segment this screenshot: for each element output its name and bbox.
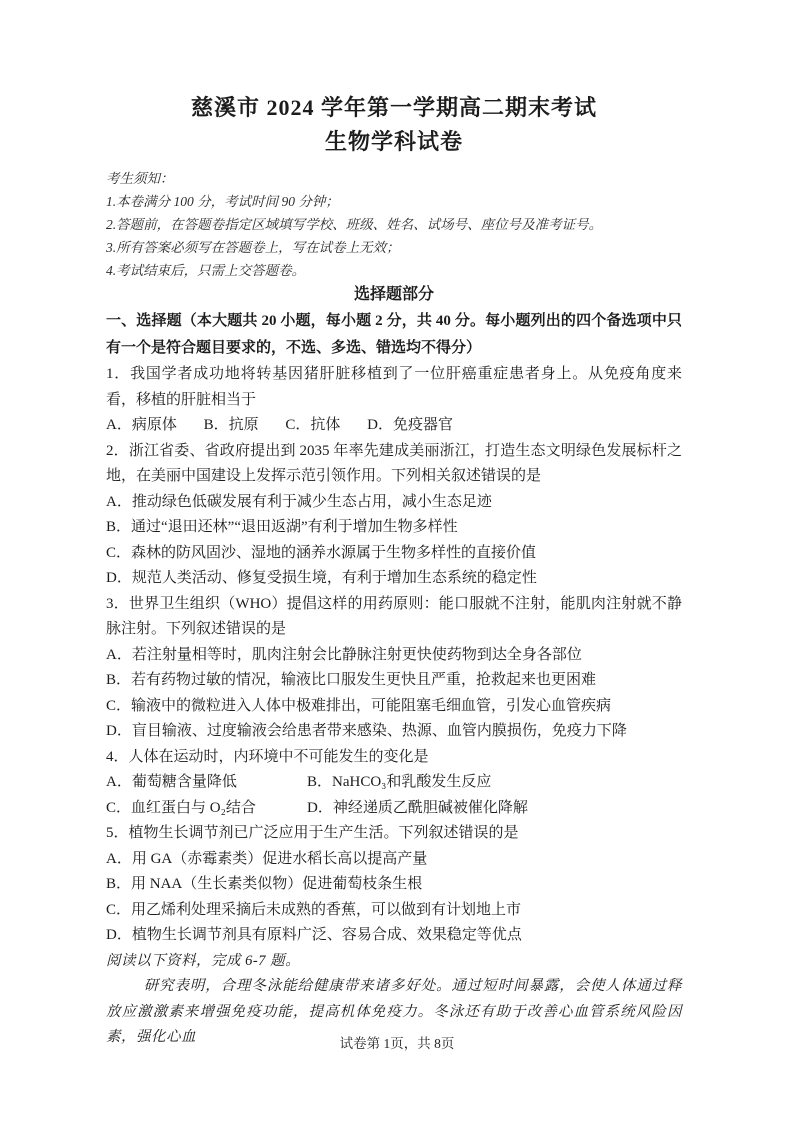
- question-2-option-b: B．通过“退田还林”“退田返湖”有利于增加生物多样性: [106, 519, 458, 535]
- exam-title-line2: 生物学科试卷: [324, 129, 463, 154]
- question-3-option-a: A．若注射量相等时，肌肉注射会比静脉注射更快使药物到达全身各部位: [106, 646, 582, 663]
- question-5-option-a: A．用 GA（赤霉素类）促进水稻长高以提高产量: [106, 850, 428, 867]
- question-5: [106, 821, 682, 949]
- question-3-option-c: C．输液中的微粒进入人体中极难排出，可能阻塞毛细血管，引发心血管疾病: [106, 697, 612, 714]
- question-4-options: [106, 770, 682, 821]
- question-2-option-c: C．森林的防风固沙、湿地的涵养水源属于生物多样性的直接价值: [106, 544, 537, 561]
- exam-title-line1: 慈溪市 2024 学年第一学期高二期末考试: [190, 95, 597, 120]
- question-4-option-d: D．神经递质乙酰胆碱被催化降解: [307, 799, 528, 816]
- question-2-option-a: A．推动绿色低碳发展有利于减少生态占用，减小生态足迹: [106, 493, 492, 510]
- question-3-option-b: B．若有药物过敏的情况，输液比口服发生更快且严重，抢救起来也更困难: [106, 672, 597, 688]
- question-1-option-c: C．抗体: [285, 417, 341, 433]
- notice-item-3: 3.所有答案必须写在答题卷上，写在试卷上无效；: [106, 240, 400, 255]
- reading-passage: 研究表明，合理冬泳能给健康带来诸多好处。通过短时间暴露，会使人体通过释放应激激素来增强免疫功能，提高机体免疫力。冬泳还有助于改善心血管系统风险因素，强化心血: [106, 978, 682, 1045]
- question-2: [106, 439, 682, 592]
- candidate-notice-block: [106, 167, 682, 282]
- question-4-text: 4．人体在运动时，内环境中不可能发生的变化是: [106, 748, 429, 765]
- question-1-option-d: D．免疫器官: [367, 417, 453, 433]
- question-1-option-a: A．病原体: [106, 417, 177, 433]
- question-5-text: 5．植物生长调节剂已广泛应用于生产生活。下列叙述错误的是: [106, 825, 519, 841]
- question-2-options: [106, 490, 682, 592]
- question-5-option-d: D．植物生长调节剂具有原料广泛、容易合成、效果稳定等优点: [106, 927, 522, 943]
- question-4: [106, 745, 682, 822]
- notice-item-2: 2.答题前，在答题卷指定区域填写学校、班级、姓名、试场号、座位号及准考证号。: [106, 217, 603, 232]
- question-5-option-c: C．用乙烯利处理采摘后未成熟的香蕉，可以做到有计划地上市: [106, 901, 522, 918]
- question-1-option-b: B．抗原: [203, 417, 259, 433]
- question-4-option-c: C．血红蛋白与 O₂结合: [106, 799, 256, 816]
- page-footer: 试卷第 1页，共 8页: [339, 1036, 455, 1051]
- question-1-text: 1．我国学者成功地将转基因猪肝脏移植到了一位肝癌重症患者身上。从免疫角度来看，移植的肝脏相当于: [106, 366, 682, 408]
- section-intro: 一、选择题（本大题共 20 小题，每小题 2 分，共 40 分。每小题列出的四个备选项中只有一个是符合题目要求的，不选、多选、错选均不得分）: [106, 313, 682, 356]
- section-part-heading: 选择题部分: [353, 286, 434, 303]
- question-3-options: [106, 643, 682, 745]
- question-4-option-a: A．葡萄糖含量降低: [106, 774, 237, 790]
- question-1-options: [106, 413, 682, 439]
- notice-item-4: 4.考试结束后，只需上交答题卷。: [106, 263, 306, 278]
- notice-item-1: 1.本卷满分 100 分，考试时间 90 分钟；: [106, 194, 339, 209]
- question-4-option-b: B．NaHCO₃和乳酸发生反应: [307, 774, 492, 790]
- question-5-options: [106, 847, 682, 949]
- question-2-text: 2．浙江省委、省政府提出到 2035 年率先建成美丽浙江，打造生态文明绿色发展标杆之地，在美丽中国建设上发挥示范引领作用。下列相关叙述错误的是: [106, 442, 682, 484]
- notice-heading: 考生须知：: [106, 171, 174, 186]
- reading-instruction: 阅读以下资料，完成 6-7 题。: [106, 952, 301, 969]
- question-1: [106, 362, 682, 439]
- question-2-option-d: D．规范人类活动、修复受损生境，有利于增加生态系统的稳定性: [106, 570, 537, 586]
- question-3-text: 3．世界卫生组织（WHO）提倡这样的用药原则：能口服就不注射，能肌肉注射就不静脉注射。下列叙述错误的是: [106, 595, 682, 637]
- question-3-option-d: D．盲目输液、过度输液会给患者带来感染、热源、血管内膜损伤，免疫力下降: [106, 723, 627, 739]
- question-3: [106, 592, 682, 745]
- question-5-option-b: B．用 NAA（生长素类似物）促进葡萄枝条生根: [106, 876, 423, 892]
